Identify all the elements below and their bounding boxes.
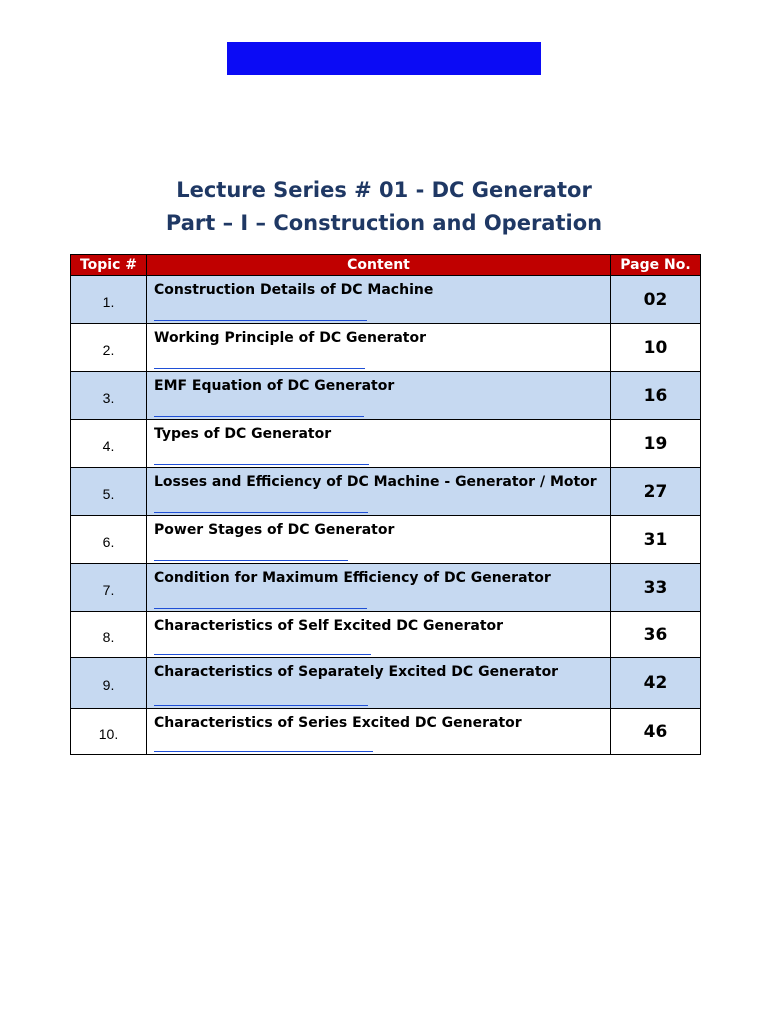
link-underline (154, 320, 367, 321)
document-subtitle: Part – I – Construction and Operation (165, 211, 603, 235)
link-underline (154, 751, 373, 752)
page-number: 46 (611, 709, 701, 755)
topic-title[interactable]: Losses and Efficiency of DC Machine - Generator / Motor (154, 474, 597, 490)
topic-number: 5. (71, 468, 147, 516)
topic-number: 6. (71, 516, 147, 564)
page-number: 33 (611, 564, 701, 612)
topic-number: 9. (71, 658, 147, 709)
link-underline (154, 608, 367, 609)
topic-title[interactable]: Characteristics of Self Excited DC Generator (154, 618, 504, 634)
table-row (71, 564, 701, 612)
topic-title[interactable]: Condition for Maximum Efficiency of DC Generator (154, 570, 551, 586)
topic-title[interactable]: Characteristics of Separately Excited DC Generator (154, 664, 559, 680)
topic-number: 4. (71, 420, 147, 468)
topic-link[interactable] (147, 276, 611, 324)
table-row (71, 276, 701, 324)
header-content: Content (147, 255, 611, 276)
topic-number: 2. (71, 324, 147, 372)
table-row (71, 516, 701, 564)
link-underline (154, 654, 371, 655)
page-number: 31 (611, 516, 701, 564)
table-header-row (71, 255, 701, 276)
link-underline (154, 368, 365, 369)
table-row (71, 468, 701, 516)
topic-link[interactable] (147, 420, 611, 468)
header-page: Page No. (611, 255, 701, 276)
page-number: 10 (611, 324, 701, 372)
page-number: 36 (611, 612, 701, 658)
page-number: 19 (611, 420, 701, 468)
page-number: 27 (611, 468, 701, 516)
link-underline (154, 560, 348, 561)
link-underline (154, 512, 368, 513)
topic-title[interactable]: Power Stages of DC Generator (154, 522, 395, 538)
topic-title[interactable]: Working Principle of DC Generator (154, 330, 427, 346)
page-number: 02 (611, 276, 701, 324)
topic-link[interactable] (147, 612, 611, 658)
topic-number: 10. (71, 709, 147, 755)
topic-number: 3. (71, 372, 147, 420)
topic-link[interactable] (147, 468, 611, 516)
table-row (71, 658, 701, 709)
link-underline (154, 416, 364, 417)
topic-number: 7. (71, 564, 147, 612)
page-number: 16 (611, 372, 701, 420)
topic-link[interactable] (147, 564, 611, 612)
link-underline (154, 705, 368, 706)
table-row (71, 612, 701, 658)
document-title: Lecture Series # 01 - DC Generator (176, 178, 592, 202)
table-row (71, 372, 701, 420)
top-banner (227, 42, 541, 75)
link-underline (154, 464, 369, 465)
topic-link[interactable] (147, 516, 611, 564)
topic-number: 1. (71, 276, 147, 324)
page-number: 42 (611, 658, 701, 709)
topic-link[interactable] (147, 324, 611, 372)
topic-title[interactable]: EMF Equation of DC Generator (154, 378, 395, 394)
topic-link[interactable] (147, 709, 611, 755)
topic-title[interactable]: Types of DC Generator (154, 426, 332, 442)
table-row (71, 324, 701, 372)
table-row (71, 709, 701, 755)
topic-link[interactable] (147, 372, 611, 420)
topic-number: 8. (71, 612, 147, 658)
topic-title[interactable]: Characteristics of Series Excited DC Generator (154, 715, 522, 731)
topic-title[interactable]: Construction Details of DC Machine (154, 282, 434, 298)
table-row (71, 420, 701, 468)
contents-table (70, 254, 701, 755)
topic-link[interactable] (147, 658, 611, 709)
header-topic: Topic # (71, 255, 147, 276)
